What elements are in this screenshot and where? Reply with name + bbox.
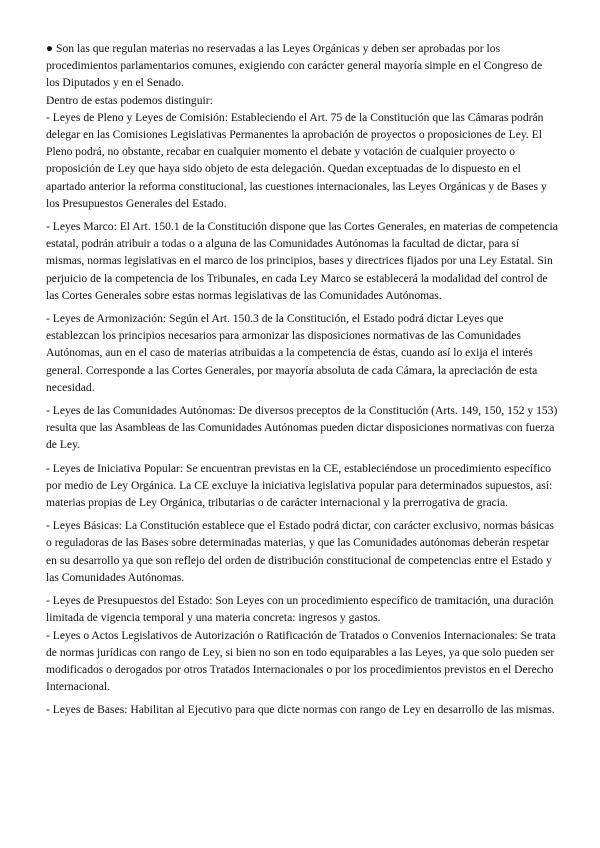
intro-text: Son las que regulan materias no reservadas a las Leyes Orgánicas y deben ser aprobadas por los procedimientos parlamentarios comunes, exigiendo con carácter general mayoría simple en el Congreso de los Diputados y en el Senado. [46,42,543,90]
item-leyes-comunidades-autonomas: - Leyes de las Comunidades Autónomas: De diversos preceptos de la Constitución (Arts. 149, 150, 152 y 153) resulta que las Asambleas de las Comunidades Autónomas pueden dictar disposiciones normativas con fuerza de Ley. [46,404,558,452]
item-pleno-comision: - Leyes de Pleno y Leyes de Comisión: Estableciendo el Art. 75 de la Constitución que las Cámaras podrán delegar en las Comisiones Legislativas Permanentes la aprobación de proyectos o proposiciones de Ley. El Pleno podrá, no obstante, recabar en cualquier momento el debate y votación de cualquier proyecto o proposición de Ley que haya sido objeto de esta delegación. Quedan exceptuadas de lo dispuesto en el apartado anterior la reforma constitucional, las cuestiones internacionales, las Leyes Orgánicas y de Bases y los Presupuestos Generales del Estado. [46,110,547,210]
item-leyes-iniciativa-popular: - Leyes de Iniciativa Popular: Se encuentran previstas en la CE, estableciéndose un procedimiento específico por medio de Ley Orgánica. La CE excluye la iniciativa legislativa popular para determinados supuestos, así: materias propias de Ley Orgánica, tributarias o de carácter internacional y la prerrogativa de gracia. [46,461,553,510]
item-leyes-bases: - Leyes de Bases: Habilitan al Ejecutivo para que dicte normas con rango de Ley en desarrollo de las mismas. [46,703,555,717]
intro-paragraph [46,40,558,92]
item-leyes-armonizacion: - Leyes de Armonización: Según el Art. 150.3 de la Constitución, el Estado podrá dictar Leyes que establezcan los principios necesarios para armonizar las disposiciones normativas de las Comunidades Autónomas, aun en el caso de materias atribuidas a la competencia de éstas, cuando así lo exija el interés general. Corresponde a las Cortes Generales, por mayoría absoluta de cada Cámara, la apreciación de esta necesidad. [46,312,538,394]
item-leyes-basicas: - Leyes Básicas: La Constitución establece que el Estado podrá dictar, con carácter exclusivo, normas básicas o reguladoras de las Bases sobre determinadas materias, y que las Comunidades autónomas deberán respetar en su desarrollo ya que son reflejo del orden de distribución constitucional de competencias entre el Estado y las Comunidades Autónomas. [46,519,554,584]
subintro-paragraph: Dentro de estas podemos distinguir: [46,93,213,107]
item-leyes-presupuestos: - Leyes de Presupuestos del Estado: Son Leyes con un procedimiento específico de tramitación, una duración limitada de vigencia temporal y una materia concreta: ingresos y gastos. [46,594,554,625]
item-leyes-marco: - Leyes Marco: El Art. 150.1 de la Constitución dispone que las Cortes Generales, en materias de competencia estatal, podrán atribuir a todas o a alguna de las Comunidades Autónomas la facultad de dictar, para sí mismas, normas legislativas en el marco de los principios, bases y directrices fijados por una Ley Estatal. Sin perjuicio de la competencia de los Tribunales, en cada Ley Marco se establecerá la modalidad del control de las Cortes Generales sobre estas normas legislativas de las Comunidades Autónomas. [46,220,558,302]
document-page [46,40,558,725]
item-leyes-tratados: - Leyes o Actos Legislativos de Autorización o Ratificación de Tratados o Convenios Internacionales: Se trata de normas jurídicas con rango de Ley, si bien no son en todo equiparables a las Leyes, ya que solo pueden ser modificados o derogados por otros Tratados Internacionales o por los procedimientos previstos en el Derecho Internacional. [46,628,556,694]
bullet-icon: ● [46,42,54,55]
